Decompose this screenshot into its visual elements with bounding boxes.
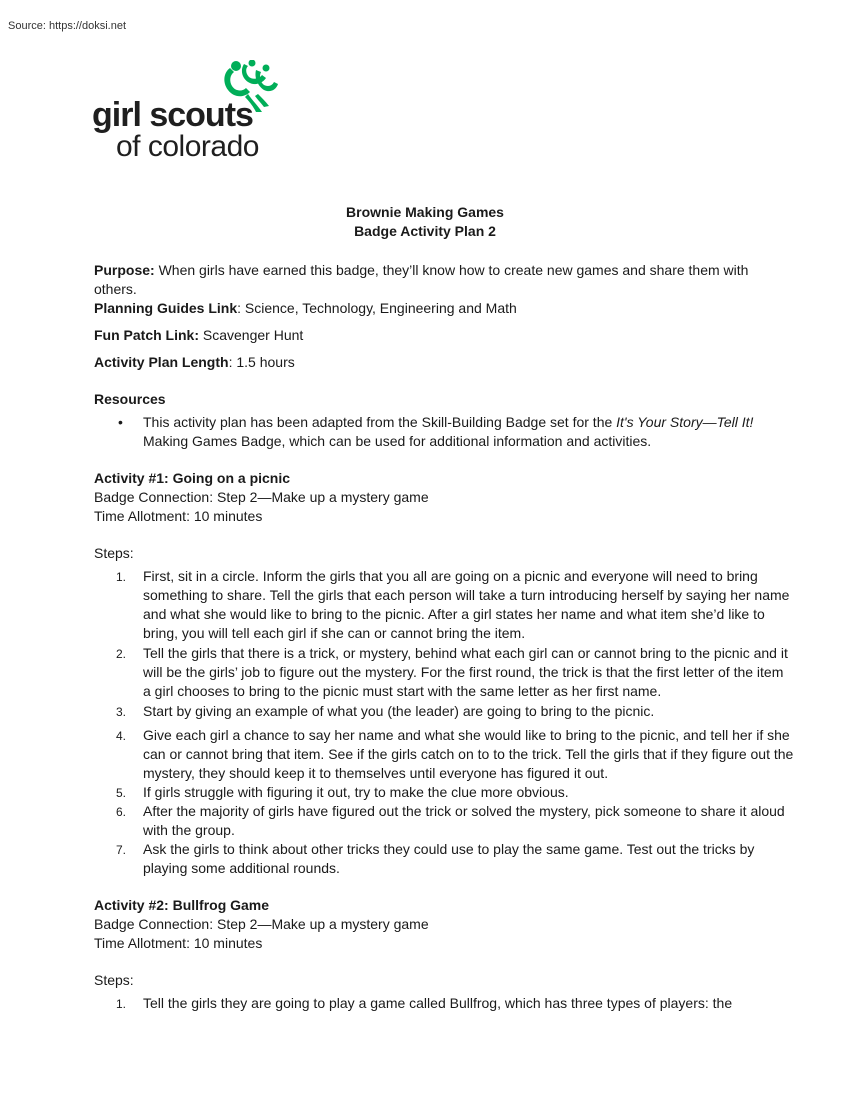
step-number: 1. — [116, 570, 127, 584]
step-text: Ask the girls to think about other tricks they could use to play the same game. Test out the tricks by playing some additional rounds. — [143, 841, 755, 876]
step-number: 1. — [116, 997, 127, 1011]
resources-text-before: This activity plan has been adapted from the Skill-Building Badge set for the — [143, 414, 617, 430]
fun-patch-text: Scavenger Hunt — [199, 327, 304, 343]
activity2-heading: Activity #2: Bullfrog Game — [94, 897, 270, 913]
plan-length-paragraph — [94, 353, 794, 372]
plan-length-text: : 1.5 hours — [228, 354, 295, 370]
planning-guides-paragraph — [94, 299, 794, 318]
step-text: First, sit in a circle. Inform the girls that you all are going on a picnic and everyone will need to bring something to share. Tell the girls that each person will take a turn introducing herself by saying her name and what she would like to bring to the picnic. After a girl states her name and what item she’d like to bring, you will tell each girl if she can or cannot bring the item. — [143, 568, 790, 641]
activity1-connection: Badge Connection: Step 2—Make up a mystery game — [94, 489, 429, 505]
step-text: Tell the girls that there is a trick, or mystery, behind what each girl can or cannot bring to the picnic and it will be the girls’ job to figure out the mystery. For the first round, the trick is that the first letter of the item a girl chooses to bring to the picnic must start with the same letter as her first name. — [143, 645, 788, 699]
logo-text-of-colorado: of colorado — [116, 130, 259, 163]
document-body — [94, 261, 794, 1013]
resources-text-after: Making Games Badge, which can be used for additional information and activities. — [143, 433, 652, 449]
list-item — [94, 783, 794, 802]
step-number: 2. — [116, 647, 127, 661]
planning-guides-text: : Science, Technology, Engineering and Math — [237, 300, 517, 316]
step-number: 3. — [116, 705, 127, 719]
purpose-paragraph — [94, 261, 794, 299]
plan-length-label: Activity Plan Length — [94, 354, 229, 370]
purpose-label: Purpose: — [94, 262, 155, 278]
activity1-steps-label: Steps: — [94, 545, 134, 561]
girl-scouts-logo — [92, 60, 292, 170]
planning-guides-label: Planning Guides Link — [94, 300, 238, 316]
source-note: Source: https://doksi.net — [8, 20, 127, 32]
list-item — [94, 644, 794, 701]
step-text: After the majority of girls have figured out the trick or solved the mystery, pick someone to share it aloud with the group. — [143, 803, 785, 838]
fun-patch-label: Fun Patch Link: — [94, 327, 199, 343]
logo-text-girl-scouts: girl scouts — [92, 96, 253, 134]
step-text: If girls struggle with figuring it out, try to make the clue more obvious. — [143, 784, 569, 800]
step-number: 4. — [116, 729, 127, 743]
list-item — [94, 702, 794, 721]
list-item — [94, 840, 794, 878]
title-line-1: Brownie Making Games — [346, 204, 504, 220]
activity2-connection: Badge Connection: Step 2—Make up a mystery game — [94, 916, 429, 932]
resources-heading: Resources — [94, 391, 166, 407]
activity1-steps-list — [94, 567, 794, 878]
step-number: 5. — [116, 786, 127, 800]
resources-text-italic: It's Your Story—Tell It! — [616, 414, 754, 430]
list-item — [94, 567, 794, 643]
step-number: 6. — [116, 805, 127, 819]
activity1-time: Time Allotment: 10 minutes — [94, 508, 263, 524]
purpose-text: When girls have earned this badge, they’ll know how to create new games and share them with others. — [94, 262, 749, 297]
title-line-2: Badge Activity Plan 2 — [354, 223, 496, 239]
step-text: Give each girl a chance to say her name and what she would like to bring to the picnic, and tell her if she can or cannot bring that item. See if the girls catch on to to the trick. Tell the girls that if they figure out the mystery, they should keep it to themselves until everyone has figured it out. — [143, 727, 794, 781]
step-number: 7. — [116, 843, 127, 857]
activity2-steps-list — [94, 994, 794, 1013]
bullet-marker: • — [118, 414, 123, 430]
list-item — [94, 802, 794, 840]
list-item — [94, 726, 794, 783]
list-item — [94, 994, 794, 1013]
resources-item — [94, 413, 794, 451]
step-text: Tell the girls they are going to play a game called Bullfrog, which has three types of players: the — [143, 995, 733, 1011]
activity2-steps-label: Steps: — [94, 972, 134, 988]
activity2-time: Time Allotment: 10 minutes — [94, 935, 263, 951]
step-text: Start by giving an example of what you (the leader) are going to bring to the picnic. — [143, 703, 655, 719]
page-title — [0, 203, 850, 241]
activity1-heading: Activity #1: Going on a picnic — [94, 470, 291, 486]
fun-patch-paragraph — [94, 326, 794, 345]
